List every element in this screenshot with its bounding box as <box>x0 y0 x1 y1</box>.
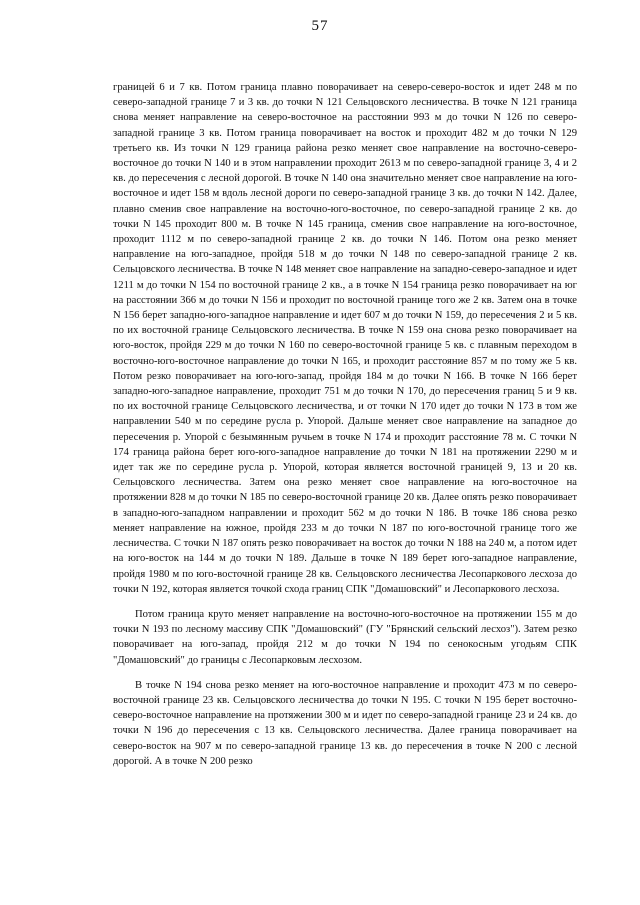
page-number: 57 <box>311 18 329 34</box>
paragraph: Потом граница круто меняет направление на восточно-юго-восточное на протяжении 155 м до точки N 193 по лесному массиву СПК "Домашовский" (ГУ "Брянский сельский лесхоз"). Затем резко поворачивает на юго-запад, пройдя 212 м до точки N 194 по сенокосным угодьям СПК "Домашовский" до границы с Лесопарковым лесхозом. <box>113 608 577 666</box>
paragraph: В точке N 194 снова резко меняет на юго-восточное направление и проходит 473 м по северо-восточной границе 23 кв. Сельцовского лесничества до точки N 195. С точки N 195 берет восточно-северо-восточное направление на протяжении 300 м и идет по северо-западной границе 23 и 24 кв. до точки N 196 до пересечения с 13 кв. Сельцовского лесничества. Далее граница поворачивает на северо-восток на 907 м по северо-западной границе 13 кв. до пересечения в точке N 200 с лесной дорогой. А в точке N 200 резко <box>113 679 577 767</box>
document-body <box>113 80 577 769</box>
paragraph-continuation: границей 6 и 7 кв. Потом граница плавно поворачивает на северо-северо-восток и идет 248 м по северо-западной границе 7 и 3 кв. до точки N 121 Сельцовского лесничества. В точке N 121 граница снова меняет направление на северо-восточное на расстоянии 993 м до точки N 126 по северо-западной границе 3 кв. Потом граница поворачивает на восток и проходит 482 м до точки N 129 третьего кв. Из точки N 129 граница района резко меняет свое направление на восточно-северо-восточное до точки N 140 и в этом направлении проходит 2613 м по северо-западной границе 3, 4 и 2 кв. до пересечения с лесной дорогой. В точке N 140 она значительно меняет свое направление на юго-восточное и идет 158 м вдоль лесной дороги по северо-западной границе 3 кв. до точки N 142. Далее, плавно сменив свое направление на восточно-юго-восточное, по северо-западной границе 2 кв. до точки N 145 проходит 800 м. В точке N 145 граница, сменив свое направление на юго-восточное, проходит 1112 м по северо-западной границе 2 кв. до точки N 146. Потом она резко меняет направление на юго-западное, пройдя 518 м до точки N 148 по северо-западной границе 2 кв. Сельцовского лесничества. В точке N 148 меняет свое направление на западно-северо-западное и идет 1211 м до точки N 154 по восточной границе 2 кв., а в точке N 154 граница резко поворачивает на юг на расстоянии 366 м до точки N 156 и проходит по восточной границе того же 2 кв. Затем она в точке N 156 берет западно-юго-западное направление и идет 607 м до точки N 159, до пересечения 2 и 5 кв. по их восточной границе Сельцовского лесничества. В точке N 159 она снова резко поворачивает на юго-восток, пройдя 229 м до точки N 160 по северо-восточной границе 5 кв. с плавным переходом в восточно-юго-восточное направление до точки N 165, и проходит расстояние 857 м по тому же 5 кв. Потом резко поворачивает на юго-юго-запад, пройдя 184 м до точки N 166. В точке N 166 берет западно-юго-западное направление, проходит 751 м до точки N 170, до пересечения границ 5 и 9 кв. по их восточной границе Сельцовского лесничества, и от точки N 170 идет до точки N 173 в том же направлении 540 м по середине русла р. Упорой. Дальше меняет свое направление на западное до пересечения р. Упорой с безымянным ручьем в точке N 174 и проходит расстояние 78 м. С точки N 174 граница района берет юго-юго-западное направление до точки N 181 на протяжении 2290 м и идет так же по середине русла р. Упорой, которая является восточной границей 9, 13 и 20 кв. Сельцовского лесничества. Затем она резко меняет свое направление на юго-восточное на протяжении 828 м до точки N 185 по северо-восточной границе 20 кв. Далее опять резко поворачивает в западно-юго-западном направлении и проходит 562 м до точки N 186. В точке 186 снова резко меняет направление на южное, пройдя 233 м до точки N 187 по юго-восточной границе того же лесничества. С точки N 187 опять резко поворачивает на восток до точки N 188 на 240 м, а потом идет на юго-восток на 144 м до точки N 189. Дальше в точке N 189 берет юго-западное направление, пройдя 1980 м по юго-восточной границе 28 кв. Сельцовского лесничества Лесопаркового лесхоза до точки N 192, которая является точкой схода границ СПК "Домашовский" и Лесопаркового лесхоза. <box>113 82 577 595</box>
